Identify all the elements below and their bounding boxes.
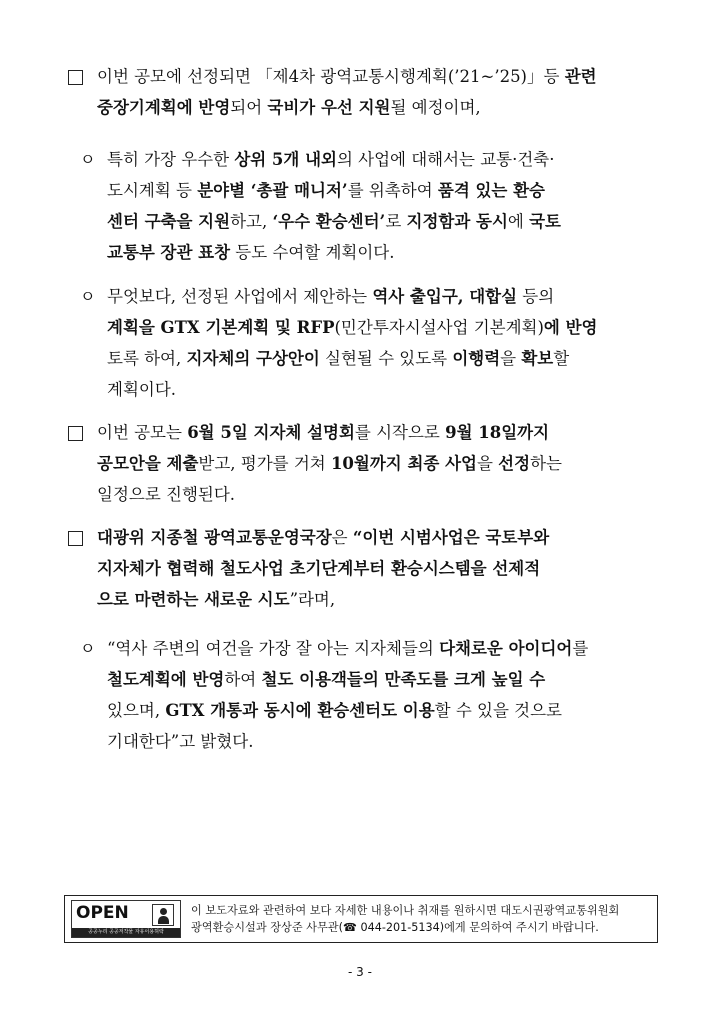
text-line: 이번 공모에 선정되면 「제4차 광역교통시행계획(’21~’25)」등 관련 (97, 67, 597, 86)
text-line: 특히 가장 우수한 상위 5개 내외의 사업에 대해서는 교통·건축· (107, 150, 555, 169)
checkbox-bullet (68, 70, 83, 85)
logo-bar-text: 공공누리 공공저작물 자유이용허락 (72, 928, 180, 937)
text-line: 도시계획 등 분야별 ‘총괄 매니저’를 위촉하여 품격 있는 환승 (107, 181, 545, 200)
circle-bullet: ㅇ (80, 150, 96, 169)
text-line: 센터 구축을 지원하고, ‘우수 환승센터’로 지정함과 동시에 국토 (107, 212, 561, 231)
text-line: 으로 마련하는 새로운 시도”라며, (97, 590, 336, 609)
text-line: 지자체가 협력해 철도사업 초기단계부터 환승시스템을 선제적 (97, 559, 541, 578)
contact-footer (64, 895, 658, 943)
footer-line-1: 이 보도자료와 관련하여 보다 자세한 내용이나 취재를 원하시면 대도시권광역교통위원회 (191, 904, 620, 917)
paragraph-5 (97, 522, 657, 615)
text-line: 대광위 지종철 광역교통운영국장은 “이번 시범사업은 국토부와 (97, 528, 550, 547)
text-line: 교통부 장관 표창 등도 수여할 계획이다. (107, 243, 395, 262)
paragraph-4 (97, 417, 657, 510)
text-line: 기대한다”고 밝혔다. (107, 732, 254, 751)
paragraph-6 (107, 633, 657, 757)
open-logo-text: OPEN (76, 903, 129, 923)
text-line: 계획을 GTX 기본계획 및 RFP(민간투자시설사업 기본계획)에 반영 (107, 318, 598, 337)
text-line: 철도계획에 반영하여 철도 이용객들의 만족도를 크게 높일 수 (107, 670, 546, 689)
text-line: “역사 주변의 여건을 가장 잘 아는 지자체들의 다채로운 아이디어를 (107, 639, 589, 658)
checkbox-bullet (68, 531, 83, 546)
text-line: 계획이다. (107, 380, 177, 399)
text-line: 공모안을 제출받고, 평가를 거쳐 10월까지 최종 사업을 선정하는 (97, 454, 562, 473)
paragraph-2 (107, 144, 657, 268)
person-icon (152, 904, 174, 926)
text-line: 토록 하여, 지자체의 구상안이 실현될 수 있도록 이행력을 확보할 (107, 349, 570, 368)
text-line: 중장기계획에 반영되어 국비가 우선 지원될 예정이며, (97, 98, 481, 117)
checkbox-bullet (68, 426, 83, 441)
paragraph-1 (97, 61, 657, 123)
circle-bullet: ㅇ (80, 639, 96, 658)
footer-text (191, 902, 619, 936)
text-line: 무엇보다, 선정된 사업에서 제안하는 역사 출입구, 대합실 등의 (107, 287, 555, 306)
footer-line-2: 광역환승시설과 장상준 사무관(☎ 044-201-5134)에게 문의하여 주시기 바랍니다. (191, 921, 599, 934)
circle-bullet: ㅇ (80, 287, 96, 306)
open-license-logo (71, 900, 181, 938)
paragraph-3 (107, 281, 657, 405)
text-line: 이번 공모는 6월 5일 지자체 설명회를 시작으로 9월 18일까지 (97, 423, 550, 442)
text-line: 일정으로 진행된다. (97, 485, 236, 504)
page-number: - 3 - (348, 965, 372, 979)
text-line: 있으며, GTX 개통과 동시에 환승센터도 이용할 수 있을 것으로 (107, 701, 562, 720)
